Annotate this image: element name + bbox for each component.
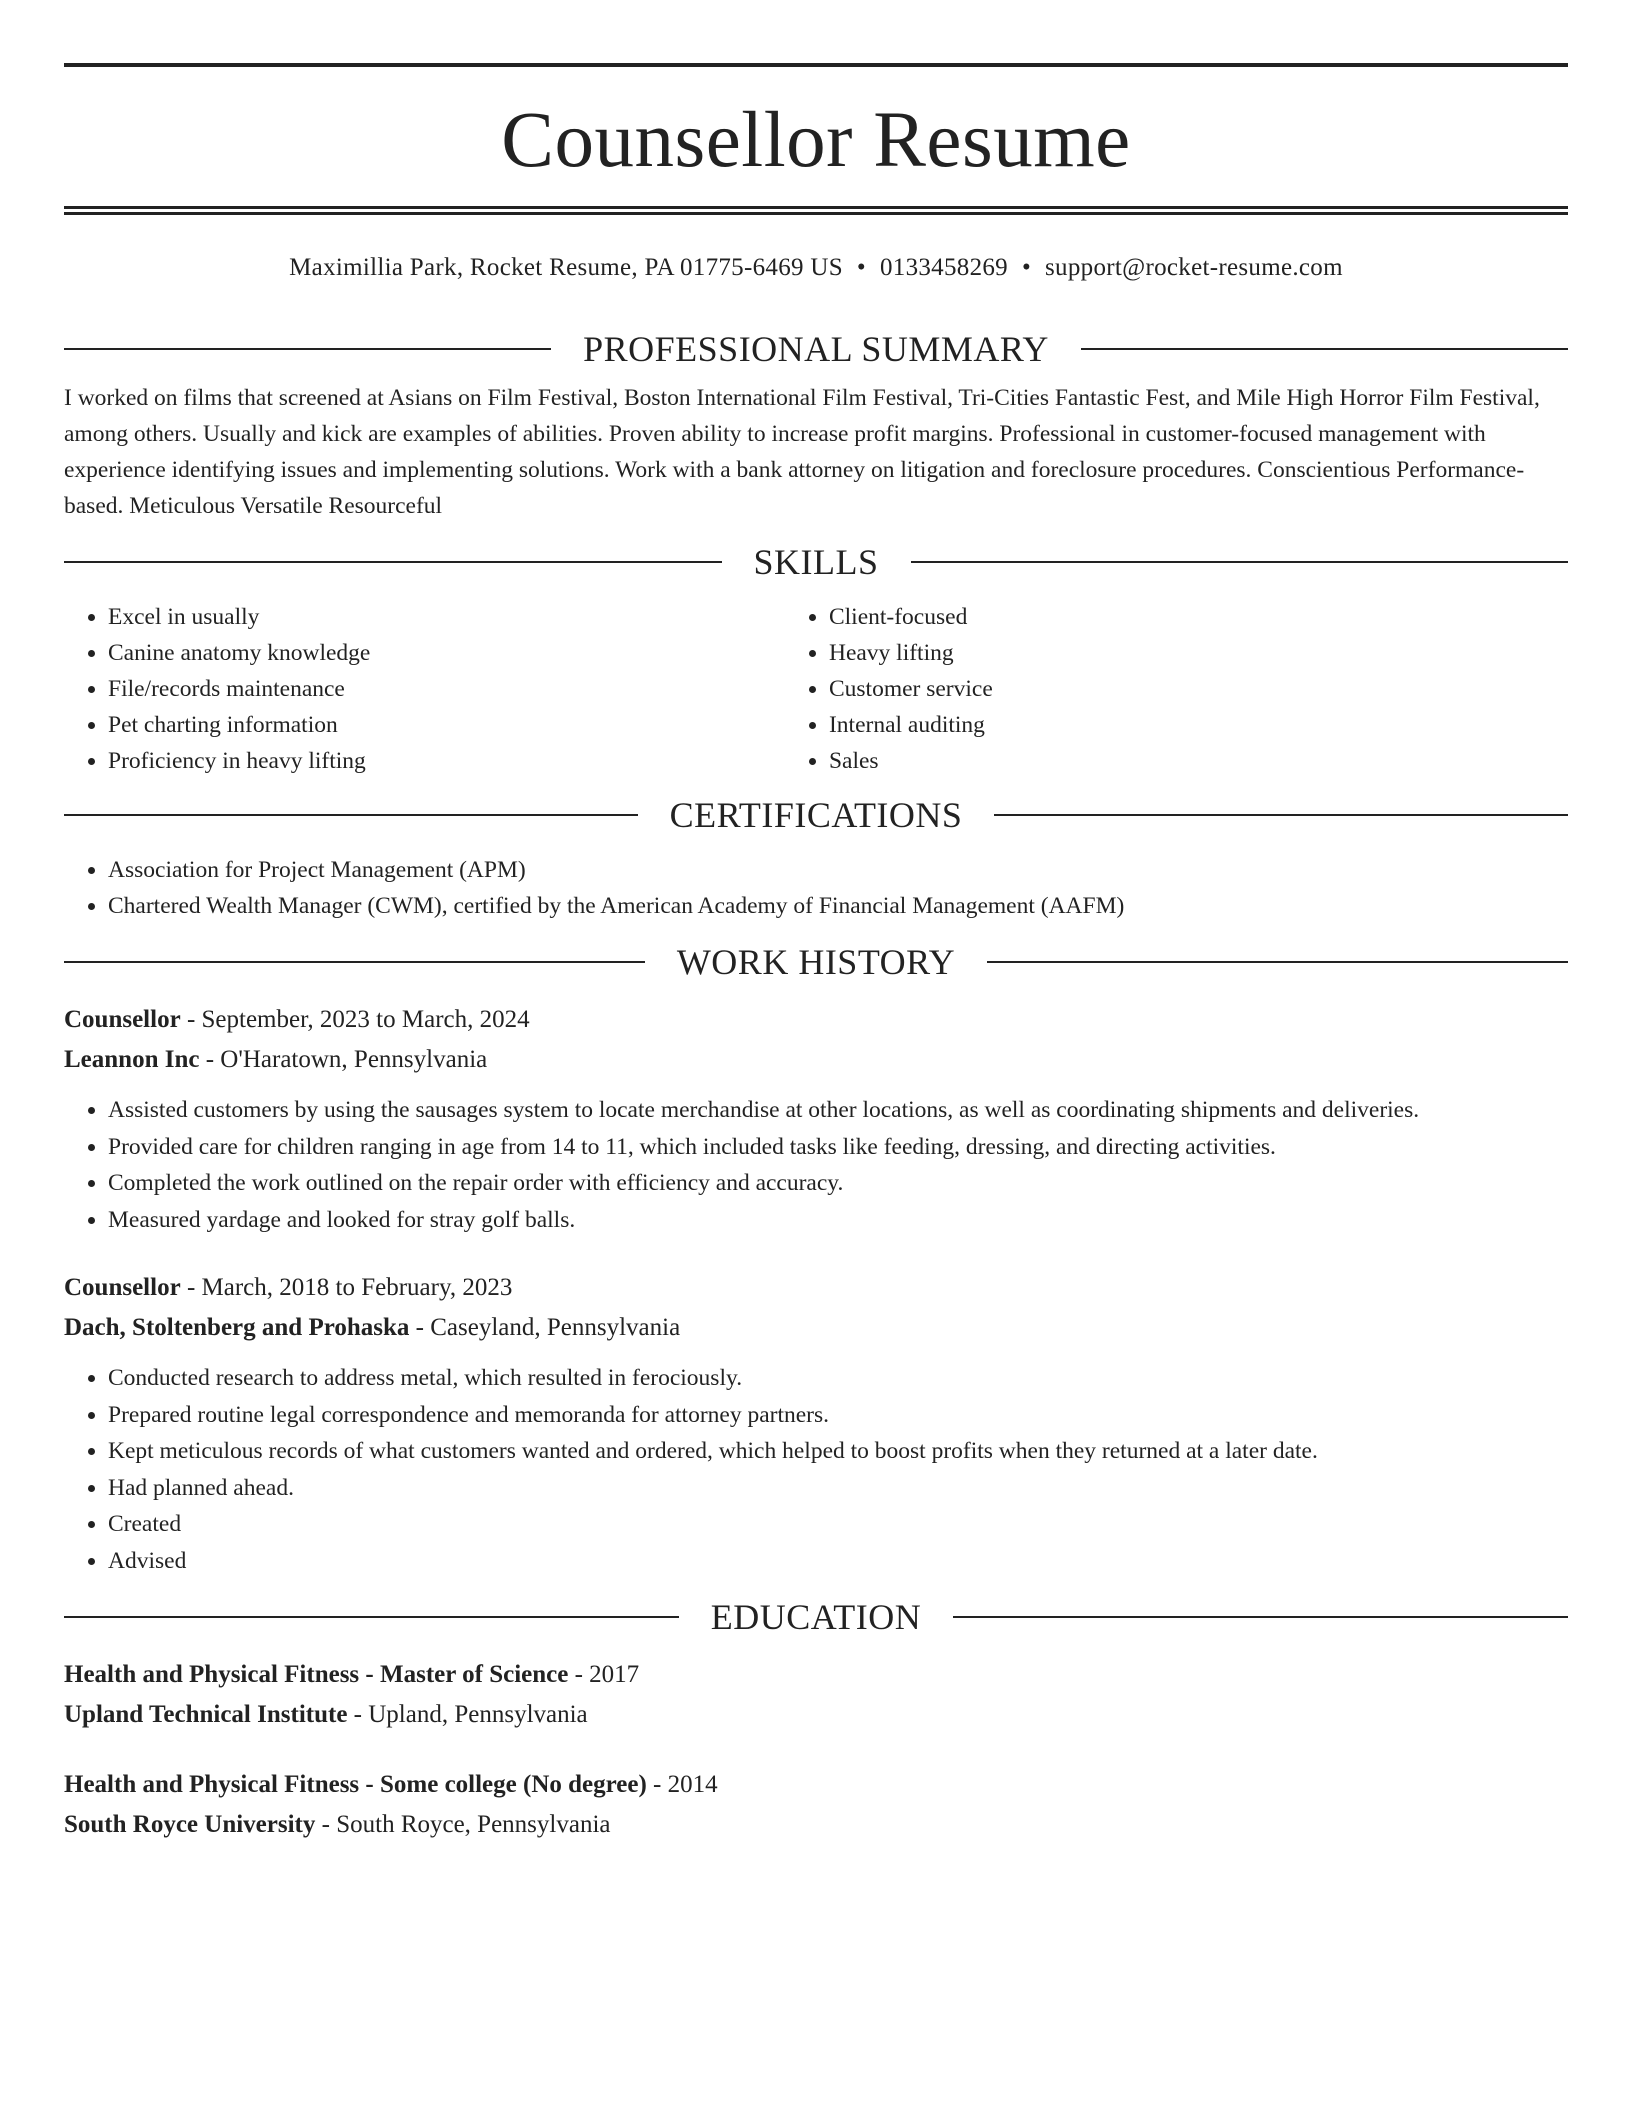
education-degree-line bbox=[64, 1655, 1568, 1695]
heading-rule bbox=[64, 348, 551, 350]
job-entry bbox=[64, 1268, 1568, 1579]
skill-item: • Pet charting information bbox=[108, 707, 785, 743]
education-location: - Upland, Pennsylvania bbox=[347, 1701, 588, 1728]
section-title: PROFESSIONAL SUMMARY bbox=[583, 329, 1049, 369]
job-bullets bbox=[64, 1092, 1568, 1238]
skill-item: • Excel in usually bbox=[108, 599, 785, 635]
education-entry bbox=[64, 1765, 1568, 1845]
job-bullet: • Advised bbox=[108, 1543, 1568, 1580]
job-bullet: • Prepared routine legal correspondence and memoranda for attorney partners. bbox=[108, 1397, 1568, 1434]
section-heading-skills bbox=[64, 540, 1568, 584]
job-company: Leannon Inc bbox=[64, 1046, 200, 1073]
skill-item: • Heavy lifting bbox=[829, 635, 1568, 671]
education-school: South Royce University bbox=[64, 1811, 316, 1838]
job-bullet: • Assisted customers by using the sausages system to locate merchandise at other locations, as well as coordinating shipments and deliveries. bbox=[108, 1092, 1568, 1129]
job-location: - O'Haratown, Pennsylvania bbox=[199, 1046, 488, 1073]
skills-column-left bbox=[64, 599, 785, 779]
heading-rule bbox=[953, 1616, 1568, 1618]
heading-rule bbox=[987, 961, 1568, 963]
education-school-line bbox=[64, 1805, 1568, 1845]
certifications-list bbox=[64, 852, 1568, 924]
skill-item: • Client-focused bbox=[829, 599, 1568, 635]
education-year: - 2014 bbox=[646, 1771, 718, 1798]
job-company: Dach, Stoltenberg and Prohaska bbox=[64, 1314, 410, 1341]
job-bullet: • Kept meticulous records of what customers wanted and ordered, which helped to boost profits when they returned at a later date. bbox=[108, 1433, 1568, 1470]
certification-item: • Association for Project Management (APM) bbox=[108, 852, 1568, 888]
section-title: CERTIFICATIONS bbox=[669, 795, 963, 835]
job-company-line bbox=[64, 1040, 1568, 1080]
skill-item: • Internal auditing bbox=[829, 707, 1568, 743]
skills-column-right bbox=[785, 599, 1568, 779]
heading-rule bbox=[64, 1616, 679, 1618]
skill-item: • File/records maintenance bbox=[108, 671, 785, 707]
summary-text: I worked on films that screened at Asians on Film Festival, Boston International Film Festival, Tri-Cities Fantastic Fest, and Mile High Horror Film Festival, among others. Usually and kick are examples of abilities. Proven ability to increase profit margins. Professional in customer-focused management with experience identifying issues and implementing solutions. Work with a bank attorney on litigation and foreclosure procedures. Conscientious Performance-based. Meticulous Versatile Resourceful bbox=[64, 385, 1540, 519]
top-rule bbox=[64, 63, 1568, 67]
job-bullets bbox=[64, 1360, 1568, 1579]
education-school: Upland Technical Institute bbox=[64, 1701, 348, 1728]
contact-address: Maximillia Park, Rocket Resume, PA 01775-6469 US bbox=[289, 254, 843, 281]
contact-phone: 0133458269 bbox=[879, 254, 1008, 281]
section-title: SKILLS bbox=[753, 542, 879, 582]
education-year: - 2017 bbox=[568, 1661, 640, 1688]
job-bullet: • Provided care for children ranging in age from 14 to 11, which included tasks like feeding, dressing, and directing activities. bbox=[108, 1129, 1568, 1166]
job-bullet: • Conducted research to address metal, which resulted in ferociously. bbox=[108, 1360, 1568, 1397]
job-bullet: • Had planned ahead. bbox=[108, 1470, 1568, 1507]
heading-rule bbox=[64, 961, 645, 963]
section-title: EDUCATION bbox=[710, 1597, 922, 1637]
skill-item: • Sales bbox=[829, 743, 1568, 779]
skills-list bbox=[64, 599, 1568, 779]
section-heading-work bbox=[64, 940, 1568, 984]
job-company-line bbox=[64, 1308, 1568, 1348]
heading-rule bbox=[994, 814, 1568, 816]
title-double-rule bbox=[64, 206, 1568, 215]
job-title-line bbox=[64, 1268, 1568, 1308]
section-heading-summary bbox=[64, 327, 1568, 371]
job-bullet: • Created bbox=[108, 1506, 1568, 1543]
job-entry bbox=[64, 1000, 1568, 1238]
education-school-line bbox=[64, 1695, 1568, 1735]
contact-email: support@rocket-resume.com bbox=[1045, 254, 1343, 281]
job-bullet: • Completed the work outlined on the repair order with efficiency and accuracy. bbox=[108, 1165, 1568, 1202]
contact-separator: • bbox=[1021, 254, 1032, 281]
heading-rule bbox=[64, 561, 722, 563]
education-entry bbox=[64, 1655, 1568, 1735]
certification-item: • Chartered Wealth Manager (CWM), certified by the American Academy of Financial Management (AAFM) bbox=[108, 888, 1568, 924]
section-title: WORK HISTORY bbox=[676, 942, 956, 982]
education-degree-line bbox=[64, 1765, 1568, 1805]
section-heading-certifications bbox=[64, 793, 1568, 837]
skill-item: • Customer service bbox=[829, 671, 1568, 707]
job-location: - Caseyland, Pennsylvania bbox=[409, 1314, 681, 1341]
job-title: Counsellor bbox=[64, 1006, 181, 1033]
education-degree: Health and Physical Fitness - Some college (No degree) bbox=[64, 1771, 647, 1798]
education-location: - South Royce, Pennsylvania bbox=[315, 1811, 611, 1838]
job-title-line bbox=[64, 1000, 1568, 1040]
contact-line bbox=[64, 251, 1568, 285]
heading-rule bbox=[1081, 348, 1568, 350]
heading-rule bbox=[911, 561, 1569, 563]
resume-page bbox=[64, 0, 1568, 1845]
resume-title: Counsellor Resume bbox=[501, 97, 1131, 184]
section-heading-education bbox=[64, 1595, 1568, 1639]
contact-separator: • bbox=[856, 254, 866, 281]
education-degree: Health and Physical Fitness - Master of Science bbox=[64, 1661, 569, 1688]
job-title: Counsellor bbox=[64, 1274, 181, 1301]
skill-item: • Canine anatomy knowledge bbox=[108, 635, 785, 671]
heading-rule bbox=[64, 814, 638, 816]
skill-item: • Proficiency in heavy lifting bbox=[108, 743, 785, 779]
job-dates: - September, 2023 to March, 2024 bbox=[180, 1006, 530, 1033]
job-bullet: • Measured yardage and looked for stray golf balls. bbox=[108, 1202, 1568, 1239]
job-dates: - March, 2018 to February, 2023 bbox=[180, 1274, 513, 1301]
